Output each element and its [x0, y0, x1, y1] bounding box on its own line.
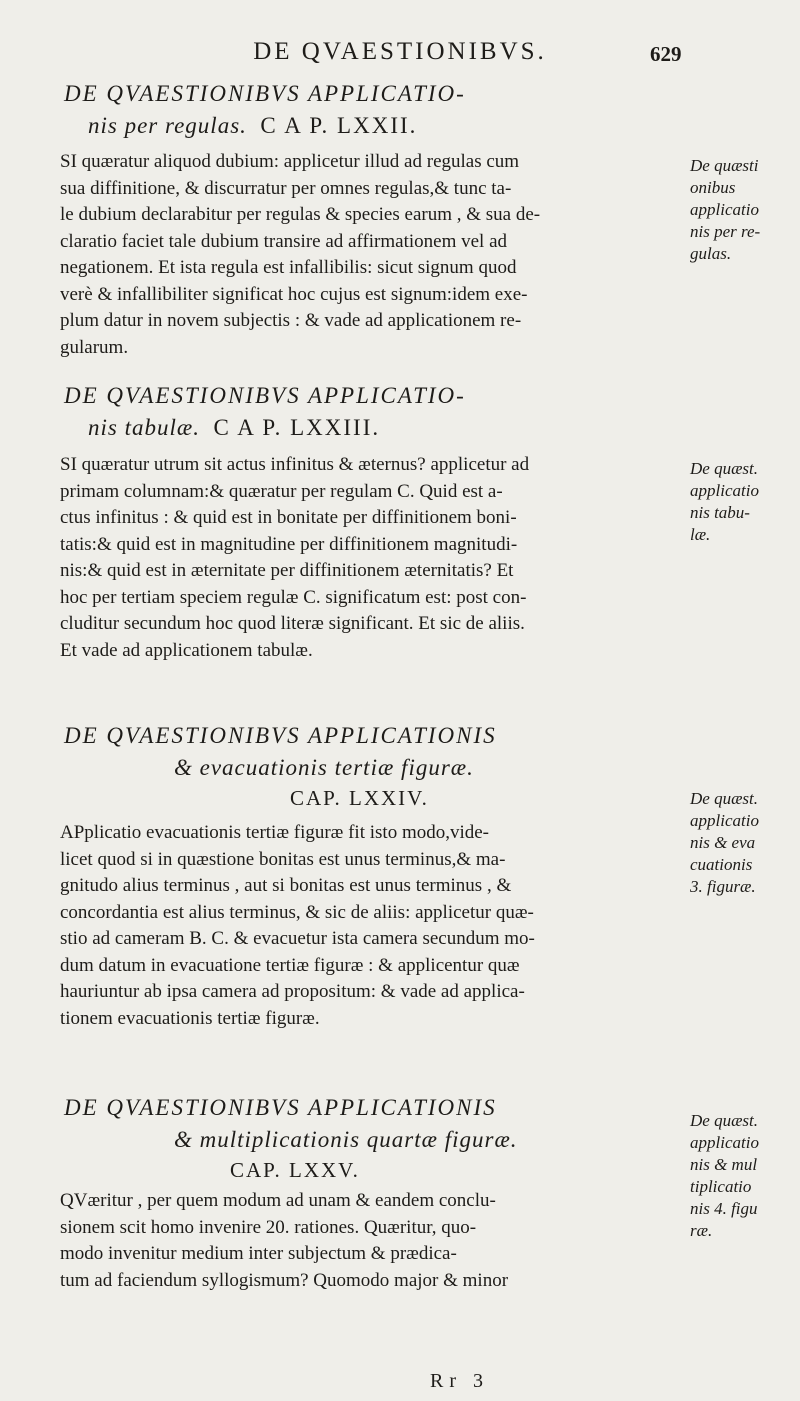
- margin-note-line: nis tabu-: [690, 503, 750, 522]
- text-line: stio ad cameram B. C. & evacuetur ista camera secundum mo-: [60, 928, 535, 949]
- chapter-title-line-2: & multiplicationis quartæ figuræ.: [174, 1127, 518, 1152]
- text-line: ctus infinitus : & quid est in bonitate per diffinitionem boni-: [60, 507, 517, 528]
- chapter-title-line-2: [64, 110, 684, 142]
- text-line: APplicatio evacuationis tertiæ figuræ fit isto modo,vide-: [60, 822, 490, 843]
- text-line: le dubium declarabitur per regulas & species earum , & sua de-: [60, 204, 541, 225]
- chapter-body: [60, 149, 670, 361]
- margin-note-line: nis & mul: [690, 1155, 758, 1174]
- text-line: nis:& quid est in æternitate per diffinitionem æternitatis? Et: [60, 560, 514, 581]
- text-line: gularum.: [60, 336, 129, 358]
- margin-note: [690, 788, 800, 898]
- margin-note-line: applicatio: [690, 481, 759, 500]
- chapter-body: [60, 820, 670, 1032]
- text-line: SI quæratur utrum sit actus infinitus & æternus? applicetur ad: [60, 454, 530, 475]
- margin-note-line: ræ.: [690, 1221, 713, 1240]
- margin-note-line: applicatio: [690, 1133, 759, 1152]
- text-line: plum datur in novem subjectis : & vade ad applicationem re-: [60, 310, 522, 331]
- chapter-title-line-1: DE QVAESTIONIBVS APPLICATIO-: [64, 81, 466, 106]
- margin-note-line: De quæst.: [690, 459, 758, 478]
- text-line: verè & infallibiliter significat hoc cujus est signum:idem exe-: [60, 283, 528, 305]
- margin-note-line: applicatio: [690, 200, 759, 219]
- text-line: sua diffinitione, & discurratur per omnes regulas,& tunc ta-: [60, 177, 512, 199]
- text-line: QVæritur , per quem modum ad unam & eandem conclu-: [60, 1190, 496, 1211]
- chapter-number: CAP. LXXIV.: [290, 786, 429, 810]
- chapter-title-subtitle: nis tabulæ.: [88, 415, 200, 440]
- chapter-number: C A P. LXXII.: [260, 113, 418, 138]
- text-line: licet quod si in quæstione bonitas est unus terminus,& ma-: [60, 848, 506, 870]
- running-head: DE QVAESTIONIBVS.: [253, 38, 547, 65]
- margin-note-line: onibus: [690, 178, 736, 197]
- chapter-title-line-2: [64, 412, 684, 444]
- margin-note-line: nis & eva: [690, 833, 756, 852]
- margin-note-line: nis per re-: [690, 222, 761, 241]
- margin-note: [690, 1110, 800, 1242]
- margin-note-line: læ.: [690, 525, 711, 544]
- chapter-body: [60, 452, 670, 664]
- chapter-title-line-2: & evacuationis tertiæ figuræ.: [174, 755, 474, 780]
- text-line: concordantia est alius terminus, & sic de aliis: applicetur quæ-: [60, 901, 534, 923]
- chapter-number: C A P. LXXIII.: [213, 415, 381, 440]
- margin-note: [690, 458, 800, 546]
- text-line: SI quæratur aliquod dubium: applicetur illud ad regulas cum: [60, 151, 520, 172]
- margin-note-line: 3. figuræ.: [690, 877, 756, 896]
- text-line: hoc per tertiam speciem regulæ C. significatum est: post con-: [60, 586, 527, 608]
- chapter-title-line-1: DE QVAESTIONIBVS APPLICATIONIS: [64, 723, 497, 748]
- text-line: gnitudo alius terminus , aut si bonitas est unus terminus , &: [60, 875, 512, 896]
- chapter-title-line-1: DE QVAESTIONIBVS APPLICATIONIS: [64, 1095, 497, 1120]
- signature-mark: Rr 3: [430, 1370, 489, 1392]
- chapter-body: [60, 1188, 670, 1294]
- text-line: tionem evacuationis tertiæ figuræ.: [60, 1007, 320, 1029]
- text-line: dum datum in evacuatione tertiæ figuræ : & applicentur quæ: [60, 954, 520, 976]
- text-line: tatis:& quid est in magnitudine per diffinitionem magnitudi-: [60, 533, 518, 555]
- margin-note-line: nis 4. figu: [690, 1199, 758, 1218]
- margin-note-line: De quæst.: [690, 1111, 758, 1130]
- text-line: primam columnam:& quæratur per regulam C. Quid est a-: [60, 480, 503, 502]
- text-line: negationem. Et ista regula est infallibilis: sicut signum quod: [60, 257, 517, 278]
- chapter-title-line-1: DE QVAESTIONIBVS APPLICATIO-: [64, 383, 466, 408]
- text-line: tum ad faciendum syllogismum? Quomodo major & minor: [60, 1269, 509, 1291]
- text-line: sionem scit homo invenire 20. rationes. Quæritur, quo-: [60, 1216, 477, 1238]
- chapter-title: [64, 1092, 684, 1156]
- chapter-title: [64, 78, 684, 142]
- margin-note-line: cuationis: [690, 855, 753, 874]
- text-line: modo invenitur medium inter subjectum & prædica-: [60, 1243, 457, 1264]
- chapter-title: [64, 380, 684, 444]
- text-line: Et vade ad applicationem tabulæ.: [60, 639, 313, 661]
- margin-note-line: De quæst.: [690, 789, 758, 808]
- page-number: 629: [650, 42, 682, 66]
- margin-note-line: gulas.: [690, 244, 732, 263]
- chapter-number: CAP. LXXV.: [230, 1158, 360, 1182]
- text-line: hauriuntur ab ipsa camera ad propositum: & vade ad applica-: [60, 981, 525, 1002]
- margin-note-line: De quæsti: [690, 156, 759, 175]
- margin-note-line: tiplicatio: [690, 1177, 752, 1196]
- text-line: claratio faciet tale dubium transire ad affirmationem vel ad: [60, 230, 508, 252]
- chapter-title-subtitle: nis per regulas.: [88, 113, 247, 138]
- chapter-title: [64, 720, 684, 784]
- text-line: cluditur secundum hoc quod literæ significant. Et sic de aliis.: [60, 613, 525, 634]
- margin-note: [690, 155, 800, 265]
- margin-note-line: applicatio: [690, 811, 759, 830]
